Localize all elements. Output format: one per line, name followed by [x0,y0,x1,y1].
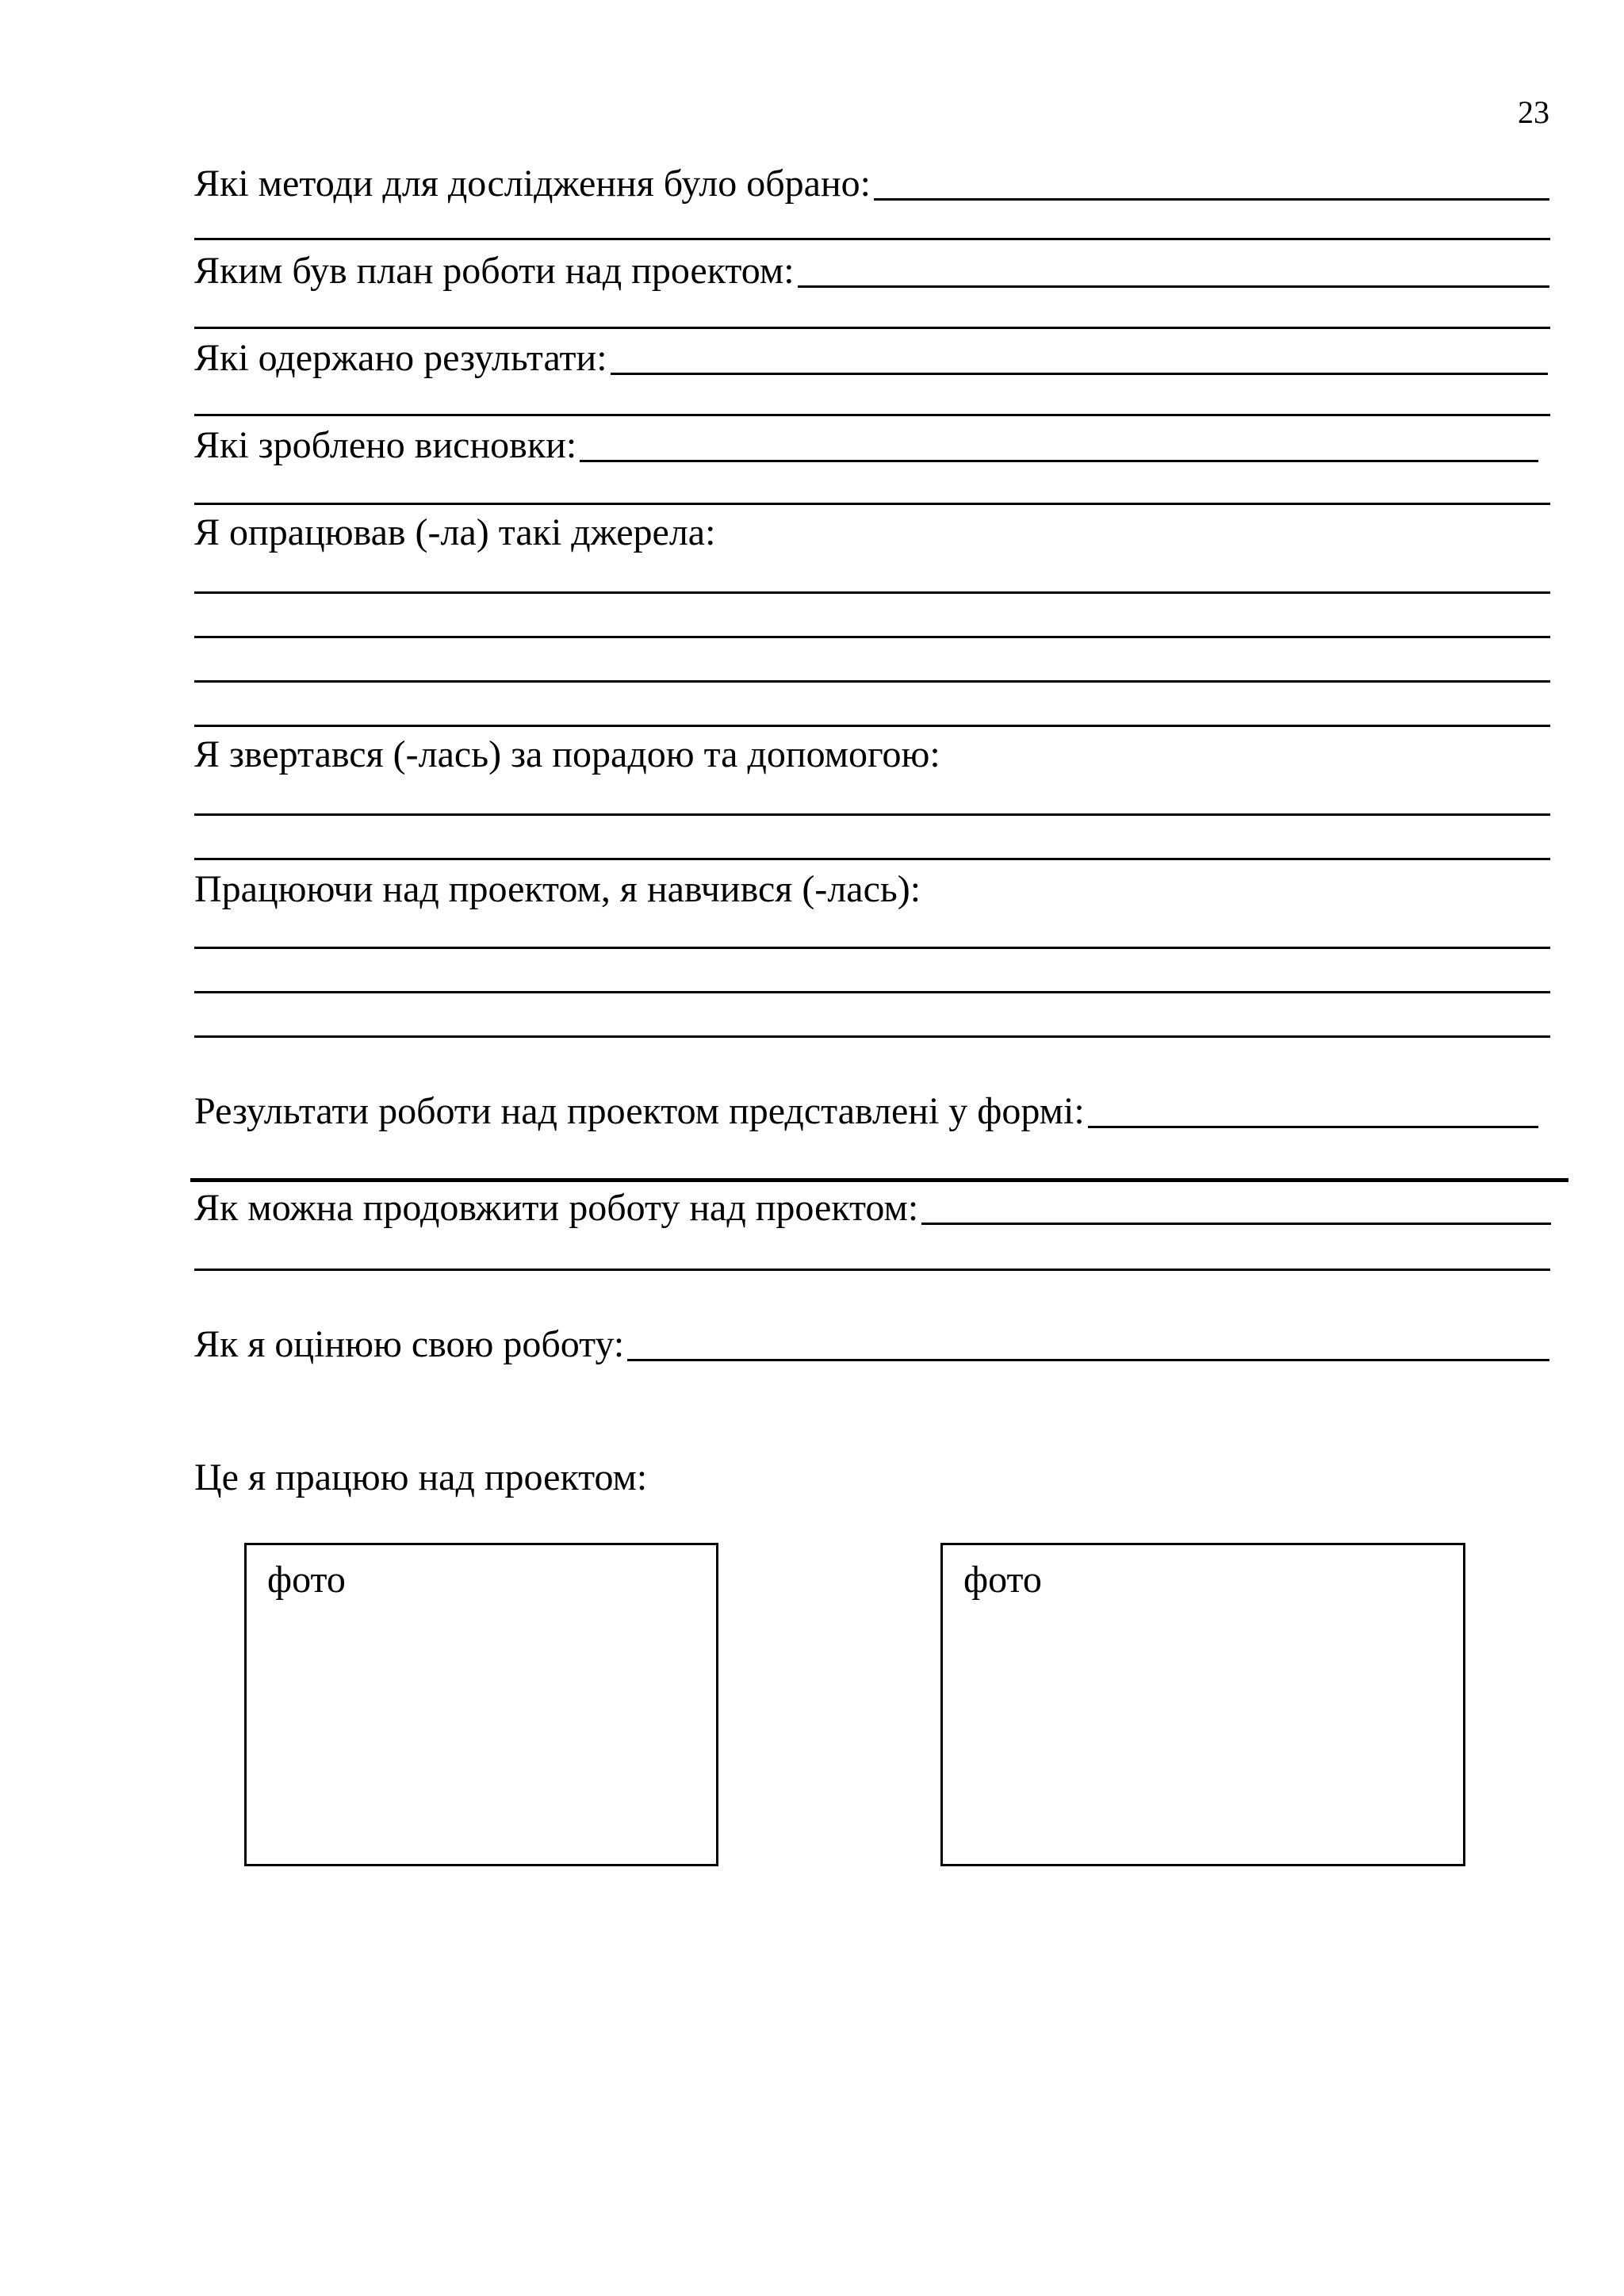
learned-answer-line-1[interactable] [194,947,1550,949]
results-answer-line[interactable] [611,373,1548,375]
conclusions-label: Які зроблено висновки: [194,424,577,466]
methods-answer-line[interactable] [874,198,1549,201]
sources-answer-line-1[interactable] [194,591,1550,594]
evaluate-label: Як я оцінюю свою роботу: [194,1323,625,1365]
sources-answer-line-3[interactable] [194,680,1550,683]
help-answer-line-1[interactable] [194,813,1550,816]
methods-question [194,165,1549,203]
presentation-question [194,1090,1538,1132]
methods-answer-line-2[interactable] [194,238,1550,240]
page-number: 23 [1518,94,1549,130]
plan-question [194,252,1549,290]
presentation-label: Результати роботи над проектом представлені у формі: [194,1090,1085,1132]
conclusions-answer-line[interactable] [580,460,1538,462]
continue-label: Як можна продовжити роботу над проектом: [194,1187,919,1229]
photo-placeholder-label: фото [963,1559,1042,1601]
learned-label: Працюючи над проектом, я навчився (-лась): [194,868,921,910]
help-label: Я звертався (-лась) за порадою та допомогою: [194,733,940,775]
evaluate-answer-line[interactable] [627,1359,1549,1361]
learned-answer-line-3[interactable] [194,1035,1550,1038]
plan-answer-line[interactable] [798,285,1549,288]
plan-label: Яким був план роботи над проектом: [194,250,795,292]
sources-answer-line-4[interactable] [194,725,1550,727]
presentation-answer-line[interactable] [1088,1126,1538,1128]
section-divider [190,1178,1568,1182]
photo-placeholder-label: фото [267,1559,346,1601]
continue-answer-line-2[interactable] [194,1269,1550,1271]
results-answer-line-2[interactable] [194,414,1550,416]
sources-answer-line-2[interactable] [194,636,1550,638]
photo-frame-1[interactable] [244,1543,718,1866]
photo-section-label: Це я працюю над проектом: [194,1456,648,1498]
photo-frame-2[interactable] [940,1543,1465,1866]
continue-question [194,1189,1551,1227]
results-label: Які одержано результати: [194,337,607,379]
sources-label: Я опрацював (-ла) такі джерела: [194,511,716,553]
methods-label: Які методи для дослідження було обрано: [194,163,871,205]
plan-answer-line-2[interactable] [194,327,1550,329]
learned-answer-line-2[interactable] [194,991,1550,993]
conclusions-answer-line-2[interactable] [194,503,1550,505]
conclusions-question [194,424,1538,466]
continue-answer-line[interactable] [921,1223,1551,1225]
results-question [194,339,1548,377]
help-answer-line-2[interactable] [194,858,1550,860]
evaluate-question [194,1323,1549,1365]
